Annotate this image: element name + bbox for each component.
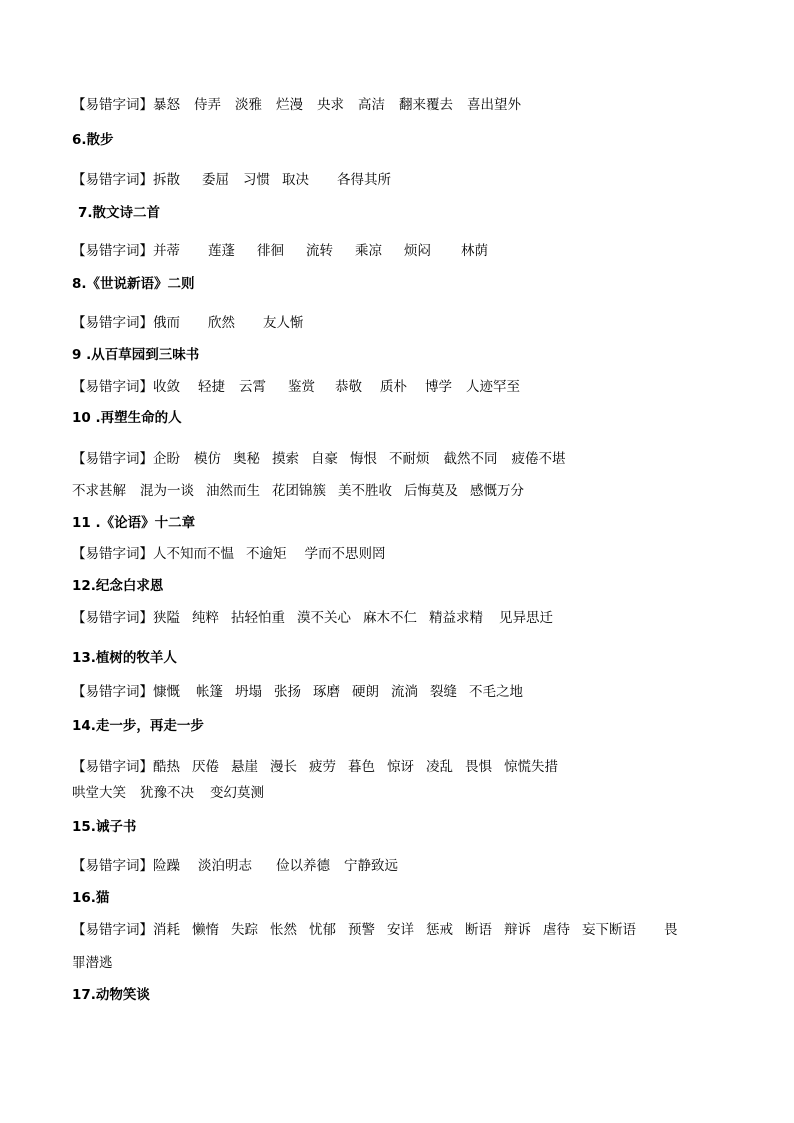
vocab-word: 鉴赏 — [288, 379, 315, 395]
vocab-word: 狭隘 — [153, 610, 180, 626]
lesson-heading: 7.散文诗二首 — [78, 205, 161, 221]
vocab-label: 【易错字词】 — [72, 610, 153, 626]
vocab-word: 帐篷 — [196, 684, 223, 700]
vocab-word: 断语 — [465, 922, 492, 938]
vocab-word: 失踪 — [231, 922, 258, 938]
vocab-word: 疲劳 — [309, 759, 336, 775]
vocab-line — [72, 378, 520, 396]
vocab-word: 油然而生 — [206, 483, 260, 499]
vocab-word: 变幻莫测 — [210, 785, 264, 801]
lesson-heading: 15.诫子书 — [72, 819, 137, 835]
vocab-word: 妄下断语 — [582, 922, 636, 938]
vocab-word: 淡雅 — [235, 97, 262, 113]
vocab-word: 预警 — [348, 922, 375, 938]
vocab-word: 漠不关心 — [297, 610, 351, 626]
vocab-word: 习惯 — [243, 172, 270, 188]
vocab-line — [72, 545, 386, 563]
vocab-word: 各得其所 — [337, 172, 391, 188]
vocab-word: 漫长 — [270, 759, 297, 775]
vocab-word: 林荫 — [461, 243, 488, 259]
vocab-word: 罪潜逃 — [72, 955, 113, 971]
vocab-line — [72, 954, 113, 972]
vocab-line — [72, 314, 304, 332]
vocab-word: 凌乱 — [426, 759, 453, 775]
vocab-word: 模仿 — [194, 451, 221, 467]
vocab-word: 摸索 — [272, 451, 299, 467]
vocab-word: 硬朗 — [352, 684, 379, 700]
lesson-heading: 10 .再塑生命的人 — [72, 410, 182, 426]
lesson-heading: 8.《世说新语》二则 — [72, 276, 195, 292]
vocab-word: 截然不同 — [443, 451, 498, 467]
lesson-heading: 11 .《论语》十二章 — [72, 515, 196, 531]
vocab-word: 花团锦簇 — [272, 483, 326, 499]
vocab-word: 并蒂 — [153, 243, 180, 259]
lesson-heading: 13.植树的牧羊人 — [72, 650, 177, 666]
vocab-word: 质朴 — [380, 379, 407, 395]
vocab-word: 裂缝 — [430, 684, 457, 700]
vocab-word: 暴怒 — [153, 97, 180, 113]
vocab-line — [72, 921, 678, 939]
vocab-word: 徘徊 — [257, 243, 284, 259]
vocab-word: 人迹罕至 — [466, 379, 520, 395]
vocab-line — [72, 242, 488, 260]
vocab-word: 自豪 — [311, 451, 338, 467]
vocab-word: 畏惧 — [465, 759, 492, 775]
vocab-word: 厌倦 — [192, 759, 219, 775]
vocab-line — [72, 683, 523, 701]
vocab-word: 畏 — [664, 922, 678, 938]
vocab-word: 博学 — [425, 379, 452, 395]
vocab-label: 【易错字词】 — [72, 243, 153, 259]
vocab-label: 【易错字词】 — [72, 922, 153, 938]
vocab-word: 混为一谈 — [140, 483, 194, 499]
vocab-line — [72, 482, 524, 500]
vocab-word: 学而不思则罔 — [304, 546, 386, 562]
vocab-word: 喜出望外 — [467, 97, 521, 113]
vocab-word: 云霄 — [239, 379, 266, 395]
vocab-word: 不求甚解 — [72, 483, 126, 499]
vocab-word: 不逾矩 — [246, 546, 287, 562]
vocab-word: 奥秘 — [233, 451, 260, 467]
lesson-heading: 16.猫 — [72, 890, 110, 906]
vocab-word: 慷慨 — [153, 684, 180, 700]
vocab-word: 不毛之地 — [469, 684, 523, 700]
vocab-word: 不耐烦 — [389, 451, 430, 467]
vocab-word: 悬崖 — [231, 759, 258, 775]
vocab-word: 拆散 — [153, 172, 180, 188]
vocab-word: 烦闷 — [404, 243, 431, 259]
vocab-word: 暮色 — [348, 759, 375, 775]
vocab-word: 欣然 — [208, 315, 235, 331]
vocab-word: 收敛 — [153, 379, 180, 395]
lesson-heading: 6.散步 — [72, 132, 114, 148]
lesson-heading: 12.纪念白求恩 — [72, 578, 164, 594]
vocab-word: 纯粹 — [192, 610, 219, 626]
vocab-word: 轻捷 — [198, 379, 225, 395]
vocab-label: 【易错字词】 — [72, 546, 153, 562]
vocab-word: 流淌 — [391, 684, 418, 700]
vocab-word: 乘凉 — [355, 243, 382, 259]
vocab-line — [72, 758, 558, 776]
vocab-word: 消耗 — [153, 922, 180, 938]
vocab-word: 宁静致远 — [344, 858, 398, 874]
vocab-word: 坍塌 — [235, 684, 262, 700]
vocab-word: 美不胜收 — [338, 483, 392, 499]
vocab-line — [72, 609, 553, 627]
vocab-label: 【易错字词】 — [72, 172, 153, 188]
vocab-line — [72, 96, 521, 114]
vocab-word: 疲倦不堪 — [511, 451, 566, 467]
vocab-word: 拈轻怕重 — [231, 610, 285, 626]
vocab-word: 友人惭 — [263, 315, 304, 331]
vocab-label: 【易错字词】 — [72, 684, 153, 700]
vocab-label: 【易错字词】 — [72, 759, 153, 775]
vocab-word: 惊慌失措 — [504, 759, 558, 775]
vocab-word: 委屈 — [202, 172, 229, 188]
vocab-word: 哄堂大笑 — [72, 785, 126, 801]
vocab-word: 怅然 — [270, 922, 297, 938]
vocab-word: 安详 — [387, 922, 414, 938]
lesson-heading: 9 .从百草园到三味书 — [72, 347, 200, 363]
vocab-word: 懒惰 — [192, 922, 219, 938]
vocab-word: 侍弄 — [194, 97, 221, 113]
vocab-line — [72, 171, 391, 189]
vocab-word: 取决 — [282, 172, 309, 188]
vocab-word: 惩戒 — [426, 922, 453, 938]
vocab-word: 犹豫不决 — [140, 785, 194, 801]
vocab-word: 高洁 — [358, 97, 385, 113]
vocab-word: 俭以养德 — [276, 858, 330, 874]
vocab-line — [72, 784, 264, 802]
vocab-word: 见异思迁 — [499, 610, 553, 626]
lesson-heading: 17.动物笑谈 — [72, 987, 150, 1003]
vocab-word: 辩诉 — [504, 922, 531, 938]
vocab-word: 人不知而不愠 — [153, 546, 234, 562]
vocab-word: 翻来覆去 — [399, 97, 453, 113]
vocab-word: 淡泊明志 — [198, 858, 252, 874]
vocab-word: 惊讶 — [387, 759, 414, 775]
vocab-word: 企盼 — [153, 451, 180, 467]
vocab-word: 感慨万分 — [470, 483, 524, 499]
vocab-label: 【易错字词】 — [72, 451, 153, 467]
vocab-word: 麻木不仁 — [363, 610, 417, 626]
vocab-word: 悔恨 — [350, 451, 377, 467]
vocab-label: 【易错字词】 — [72, 97, 153, 113]
vocab-word: 俄而 — [153, 315, 180, 331]
vocab-label: 【易错字词】 — [72, 858, 153, 874]
vocab-word: 流转 — [306, 243, 333, 259]
vocab-word: 央求 — [317, 97, 344, 113]
vocab-line — [72, 857, 398, 875]
vocab-word: 虐待 — [543, 922, 570, 938]
lesson-heading: 14.走一步，再走一步 — [72, 718, 204, 734]
vocab-line — [72, 450, 566, 468]
vocab-word: 烂漫 — [276, 97, 303, 113]
vocab-word: 莲蓬 — [208, 243, 235, 259]
vocab-word: 精益求精 — [429, 610, 483, 626]
vocab-word: 忧郁 — [309, 922, 336, 938]
vocab-word: 张扬 — [274, 684, 301, 700]
vocab-word: 恭敬 — [335, 379, 362, 395]
vocab-word: 后悔莫及 — [404, 483, 458, 499]
vocab-word: 琢磨 — [313, 684, 340, 700]
vocab-label: 【易错字词】 — [72, 315, 153, 331]
vocab-word: 险躁 — [153, 858, 180, 874]
vocab-label: 【易错字词】 — [72, 379, 153, 395]
vocab-word: 酷热 — [153, 759, 180, 775]
